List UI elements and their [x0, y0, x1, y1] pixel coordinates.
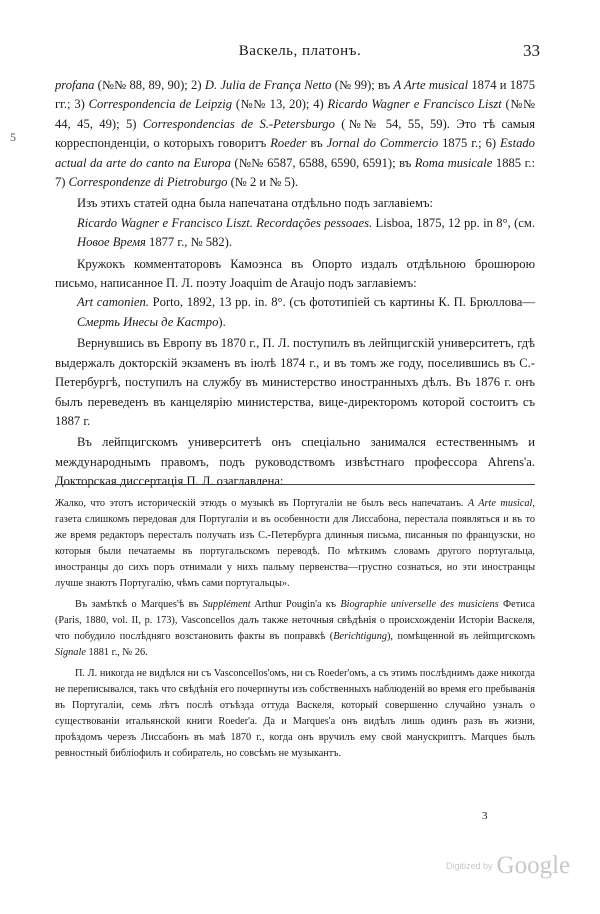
text-run: ), помѣщенной въ лейпцигскомъ — [387, 631, 535, 642]
text-run: (№№ 88, 89, 90); 2) — [94, 78, 205, 92]
page-number: 33 — [523, 41, 540, 60]
italic-text-run: Signale — [55, 647, 86, 658]
text-run: Въ замѣткѣ о Marques'ѣ въ — [75, 599, 203, 610]
italic-text-run: A Arte musical — [393, 78, 469, 92]
footnote-arte-musical — [55, 496, 535, 592]
paragraph-works-list — [55, 76, 535, 192]
text-run: Въ лейпцигскомъ университетѣ онъ спеціально занимался естественнымъ и международнымъ правомъ, подъ руководствомъ извѣстнаго профессора Ahrens'а. Докторская диссертація П. Л. озаглавлена: — [55, 435, 535, 489]
text-run: 1885 г.: 7) — [55, 155, 535, 190]
italic-text-run: Berichtigung — [333, 631, 387, 642]
italic-text-run: Jornal do Commercio — [326, 136, 439, 151]
italic-text-run: D. Julia de França Netto — [204, 78, 332, 92]
footnote-divider — [55, 484, 535, 485]
text-run: (№ 99); въ — [331, 78, 394, 92]
paragraph-separate-print — [55, 194, 535, 213]
text-run: Lisboa, 1875, 12 pp. in 8°, (см. — [372, 215, 535, 230]
paragraph-return-to-europe — [55, 334, 535, 431]
italic-text-run: Ricardo Wagner e Francisco Liszt — [327, 97, 502, 112]
main-text — [55, 76, 535, 492]
text-run: Фетиса (Paris, 1880, vol. II, p. 173), Vasconcellos далъ также неточныя свѣдѣнія о происхожденіи Исторіи Васкеля, что побудило послѣдняго возстановить факты въ поправкѣ ( — [55, 599, 535, 642]
page-header — [60, 43, 540, 65]
text-run: П. Л. никогда не видѣлся ни съ Vasconcellos'омъ, ни съ Roeder'омъ, а съ этимъ послѣднимъ даже никогда не переписывался, такъ что свѣдѣнія его почерпнуты изъ собственныхъ наблюденій во время его пребыванія въ Португаліи, семь лѣтъ послѣ отъѣзда оттуда Васкеля, который совершенно случайно узналъ о существованіи итальянской книги Roeder'а. Да и Marques'а онъ видѣлъ лишь одинъ разъ въ жизни, проѣздомъ черезъ Лиссабонъ въ маѣ 1870 г., когда онъ вручилъ ему свой манускриптъ. Marques былъ ревностный библіофилъ и собиратель, но совсѣмъ не музыкантъ. — [55, 668, 535, 759]
text-run: въ — [306, 136, 327, 151]
italic-text-run: Новое Время — [77, 235, 146, 250]
text-run: Porto, 1892, 13 pp. in. 8°. (съ фототипіей съ картины К. П. Брюллова— — [148, 295, 535, 310]
text-run: Кружокъ комментаторовъ Камоэнса въ Опорто издалъ отдѣльною брошюрою письмо, написанное П. Л. поэту Joaquim de Araujo подъ заглавіемъ: — [55, 256, 535, 291]
signature-mark: 3 — [482, 810, 488, 822]
text-run: (№№ 54, 55, 59). Это тѣ самыя корреспонденціи, о которыхъ говоритъ — [55, 116, 535, 151]
italic-text-run: Correspondenze di Pietroburgo — [68, 175, 228, 190]
text-run: (№ 2 и № 5). — [227, 175, 299, 190]
italic-text-run: A Arte musical — [467, 498, 533, 509]
italic-text-run: Estado actual da arte do canto na Europa — [55, 136, 535, 170]
italic-text-run: Supplément — [202, 599, 251, 610]
text-run: 1881 г., № 26. — [85, 647, 148, 658]
footnote-vasconcellos — [55, 666, 535, 762]
italic-text-run: Correspondencias de S.-Petersburgo — [142, 116, 335, 131]
text-run: Изъ этихъ статей одна была напечатана отдѣльно подъ заглавіемъ: — [77, 196, 433, 211]
italic-text-run: Art camonien. — [77, 295, 149, 310]
digitized-by-google-watermark — [446, 852, 570, 882]
citation-art-camonien — [55, 293, 535, 332]
google-logo: Google — [496, 852, 571, 879]
italic-text-run: Roma musicale — [414, 155, 493, 170]
text-run: (№№ 6587, 6588, 6590, 6591); въ — [230, 155, 415, 170]
text-run: (№№ 44, 45, 49); 5) — [55, 97, 535, 131]
footnote-marques — [55, 597, 535, 661]
italic-text-run: Ricardo Wagner e Francisco Liszt. Recordações pessoaes. — [77, 215, 373, 230]
footnotes — [55, 496, 535, 762]
paragraph-leipzig-university — [55, 433, 535, 491]
watermark-small-text: Digitized by — [446, 861, 493, 871]
italic-text-run: Correspondencia de Leipzig — [88, 97, 233, 112]
citation-wagner-liszt — [55, 214, 535, 253]
italic-text-run: Biographie universelle des musiciens — [340, 599, 499, 610]
text-run: 1875 г.; 6) — [438, 136, 500, 151]
text-run: 1874 и 1875 гг.; 3) — [55, 78, 535, 112]
text-run: Жалко, что этотъ историческій этюдъ о музыкѣ въ Португаліи не былъ весь напечатанъ. — [55, 498, 468, 509]
text-run: (№№ 13, 20); 4) — [232, 97, 328, 112]
text-run: 1877 г., № 582). — [145, 235, 232, 250]
text-run: Arthur Pougin'а къ — [250, 599, 341, 610]
italic-text-run: profana — [55, 78, 95, 92]
margin-mark: 5 — [10, 130, 16, 144]
text-run: ). — [218, 314, 226, 329]
text-run: , газета слишкомъ передовая для Португаліи и въ особенности для Лиссабона, перестала появляться и въ то же время редакторъ пересталъ получать изъ С.-Петербурга длинныя письма, писанныя по французски, но которыя были печатаемы въ португальскомъ переводѣ. По мѣткимъ словамъ другого португальца, иностранцы до сихъ поръ отнимали у нихъ пальму первенства—грустно сознаться, но эти иностранцы лучше знаютъ Португалію, чѣмъ сами португальцы». — [55, 498, 535, 589]
paragraph-camoens-circle — [55, 255, 535, 294]
running-title: Васкель, платонъ. — [238, 43, 362, 59]
text-run: Вернувшись въ Европу въ 1870 г., П. Л. поступилъ въ лейпцигскій университетъ, гдѣ выдержалъ докторскій экзаменъ въ іюлѣ 1874 г., и въ томъ же году, поселившись въ С.-Петербургѣ, поступилъ на службу въ министерство иностранныхъ дѣлъ. Въ 1876 г. онъ былъ переведенъ въ канцелярію министерства, вице-директоромъ которой состоитъ съ 1887 г. — [55, 336, 535, 428]
italic-text-run: Смерть Инесы де Кастро — [77, 314, 219, 329]
italic-text-run: Roeder — [270, 136, 307, 151]
